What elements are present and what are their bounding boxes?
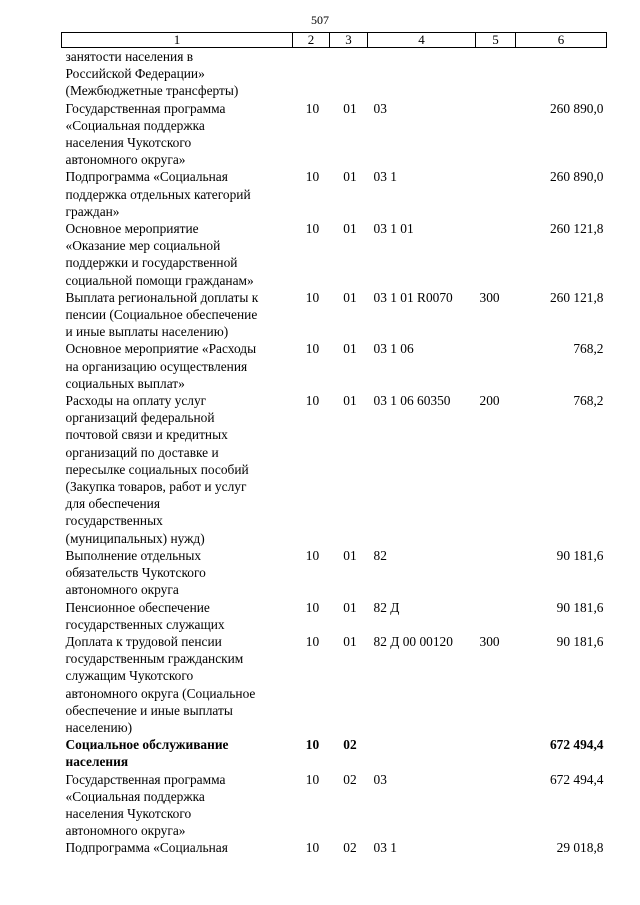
- row-section: 10: [305, 289, 320, 305]
- row-amount: 90 181,6: [556, 633, 604, 649]
- table-row: [62, 392, 607, 547]
- row-target-item: 03 1 06 60350: [373, 393, 451, 409]
- row-expense-type: [476, 771, 516, 840]
- column-header-section: 2: [293, 33, 330, 48]
- row-target-item: 03: [373, 771, 387, 787]
- row-target-item: 82: [373, 547, 387, 563]
- row-subsection: 02: [343, 840, 357, 856]
- row-section: 10: [305, 633, 320, 649]
- row-target-item: 03 1 06: [373, 341, 414, 357]
- row-expense-type: [476, 220, 516, 289]
- row-subsection: 01: [343, 169, 357, 185]
- row-expense-type: 300: [479, 289, 500, 305]
- table-row: [62, 599, 607, 633]
- row-subsection: 01: [343, 633, 357, 649]
- row-name: Пенсионное обеспечение государственных служащих: [65, 599, 225, 632]
- row-subsection: [330, 48, 368, 100]
- row-name: Выполнение отдельных обязательств Чукотского автономного округа: [65, 547, 206, 598]
- row-expense-type: [476, 168, 516, 220]
- row-name: Доплата к трудовой пенсии государственным гражданским служащим Чукотского автономного округа (Социальное обеспечение и иные выплаты населению): [65, 633, 256, 735]
- row-section: 10: [305, 341, 320, 357]
- table-row: [62, 340, 607, 392]
- row-subsection: 02: [343, 737, 357, 753]
- column-header-target-item: 4: [368, 33, 476, 48]
- row-expense-type: [476, 839, 516, 856]
- row-section: 10: [305, 771, 320, 787]
- row-amount: 672 494,4: [549, 771, 604, 787]
- row-expense-type: [476, 547, 516, 599]
- row-subsection: 01: [343, 393, 357, 409]
- row-section: 10: [305, 547, 320, 563]
- row-amount: [516, 48, 607, 100]
- column-header-name: 1: [62, 33, 293, 48]
- row-target-item: 03 1: [373, 840, 397, 856]
- row-target-item: 82 Д: [373, 599, 400, 615]
- row-name: Государственная программа «Социальная поддержка населения Чукотского автономного округа»: [65, 771, 226, 839]
- row-section: 10: [305, 599, 320, 615]
- table-row: [62, 289, 607, 341]
- row-section: 10: [305, 221, 320, 237]
- row-section: [293, 48, 330, 100]
- row-target-item: 03 1 01: [373, 221, 414, 237]
- table-body: [62, 48, 607, 857]
- table-row: [62, 771, 607, 840]
- row-amount: 768,2: [573, 341, 604, 357]
- row-subsection: 01: [343, 100, 357, 116]
- row-amount: 260 890,0: [549, 100, 604, 116]
- row-amount: 768,2: [573, 393, 604, 409]
- column-header-subsection: 3: [330, 33, 368, 48]
- row-target-item: [368, 736, 476, 770]
- row-name: Расходы на оплату услуг организаций федеральной почтовой связи и кредитных организаций по доставке и пересылке социальных пособий (Закупка товаров, работ и услуг для обеспечения государственных (муниципальных) нужд): [65, 393, 249, 546]
- row-section: 10: [305, 169, 320, 185]
- row-section: 10: [305, 737, 320, 753]
- row-subsection: 01: [343, 289, 357, 305]
- row-name: Подпрограмма «Социальная поддержка отдельных категорий граждан»: [65, 169, 251, 219]
- row-expense-type: [476, 340, 516, 392]
- table-row: [62, 168, 607, 220]
- row-section: 10: [305, 100, 320, 116]
- row-subsection: 01: [343, 547, 357, 563]
- row-name: занятости населения в Российской Федерации» (Межбюджетные трансферты): [65, 49, 239, 99]
- row-name: Выплата региональной доплаты к пенсии (Социальное обеспечение и иные выплаты населению): [65, 289, 259, 340]
- row-target-item: [368, 48, 476, 100]
- row-target-item: 03: [373, 100, 387, 116]
- table-row: [62, 547, 607, 599]
- row-expense-type: [476, 736, 516, 770]
- row-amount: 260 121,8: [549, 289, 604, 305]
- row-name: Основное мероприятие «Оказание мер социальной поддержки и государственной социальной помощи гражданам»: [65, 221, 254, 288]
- row-section: 10: [305, 393, 320, 409]
- row-amount: 29 018,8: [556, 840, 604, 856]
- column-header-amount: 6: [516, 33, 607, 48]
- row-expense-type: 300: [479, 633, 500, 649]
- row-name: Подпрограмма «Социальная: [65, 840, 228, 856]
- table-row: [62, 48, 607, 100]
- table-row: [62, 839, 607, 856]
- row-section: 10: [305, 840, 320, 856]
- row-amount: 90 181,6: [556, 547, 604, 563]
- table-row: [62, 633, 607, 736]
- row-subsection: 01: [343, 221, 357, 237]
- table-header: [62, 33, 607, 48]
- table-row: [62, 736, 607, 770]
- row-subsection: 01: [343, 341, 357, 357]
- row-subsection: 02: [343, 771, 357, 787]
- row-name: Основное мероприятие «Расходы на организацию осуществления социальных выплат»: [65, 341, 257, 391]
- row-expense-type: [476, 599, 516, 633]
- row-expense-type: 200: [479, 393, 500, 409]
- row-amount: 260 121,8: [549, 221, 604, 237]
- row-amount: 90 181,6: [556, 599, 604, 615]
- row-target-item: 03 1: [373, 169, 397, 185]
- row-name: Государственная программа «Социальная поддержка населения Чукотского автономного округа»: [65, 100, 226, 168]
- table-row: [62, 100, 607, 169]
- row-target-item: 82 Д 00 00120: [373, 633, 453, 649]
- row-amount: 672 494,4: [549, 737, 604, 753]
- row-target-item: 03 1 01 R0070: [373, 289, 453, 305]
- column-header-expense-type: 5: [476, 33, 516, 48]
- row-subsection: 01: [343, 599, 357, 615]
- row-expense-type: [476, 48, 516, 100]
- row-name: Социальное обслуживание населения: [65, 737, 229, 770]
- budget-table: [61, 32, 607, 857]
- row-amount: 260 890,0: [549, 169, 604, 185]
- row-expense-type: [476, 100, 516, 169]
- page-number: 507: [311, 13, 329, 27]
- header-row: [62, 33, 607, 48]
- table-row: [62, 220, 607, 289]
